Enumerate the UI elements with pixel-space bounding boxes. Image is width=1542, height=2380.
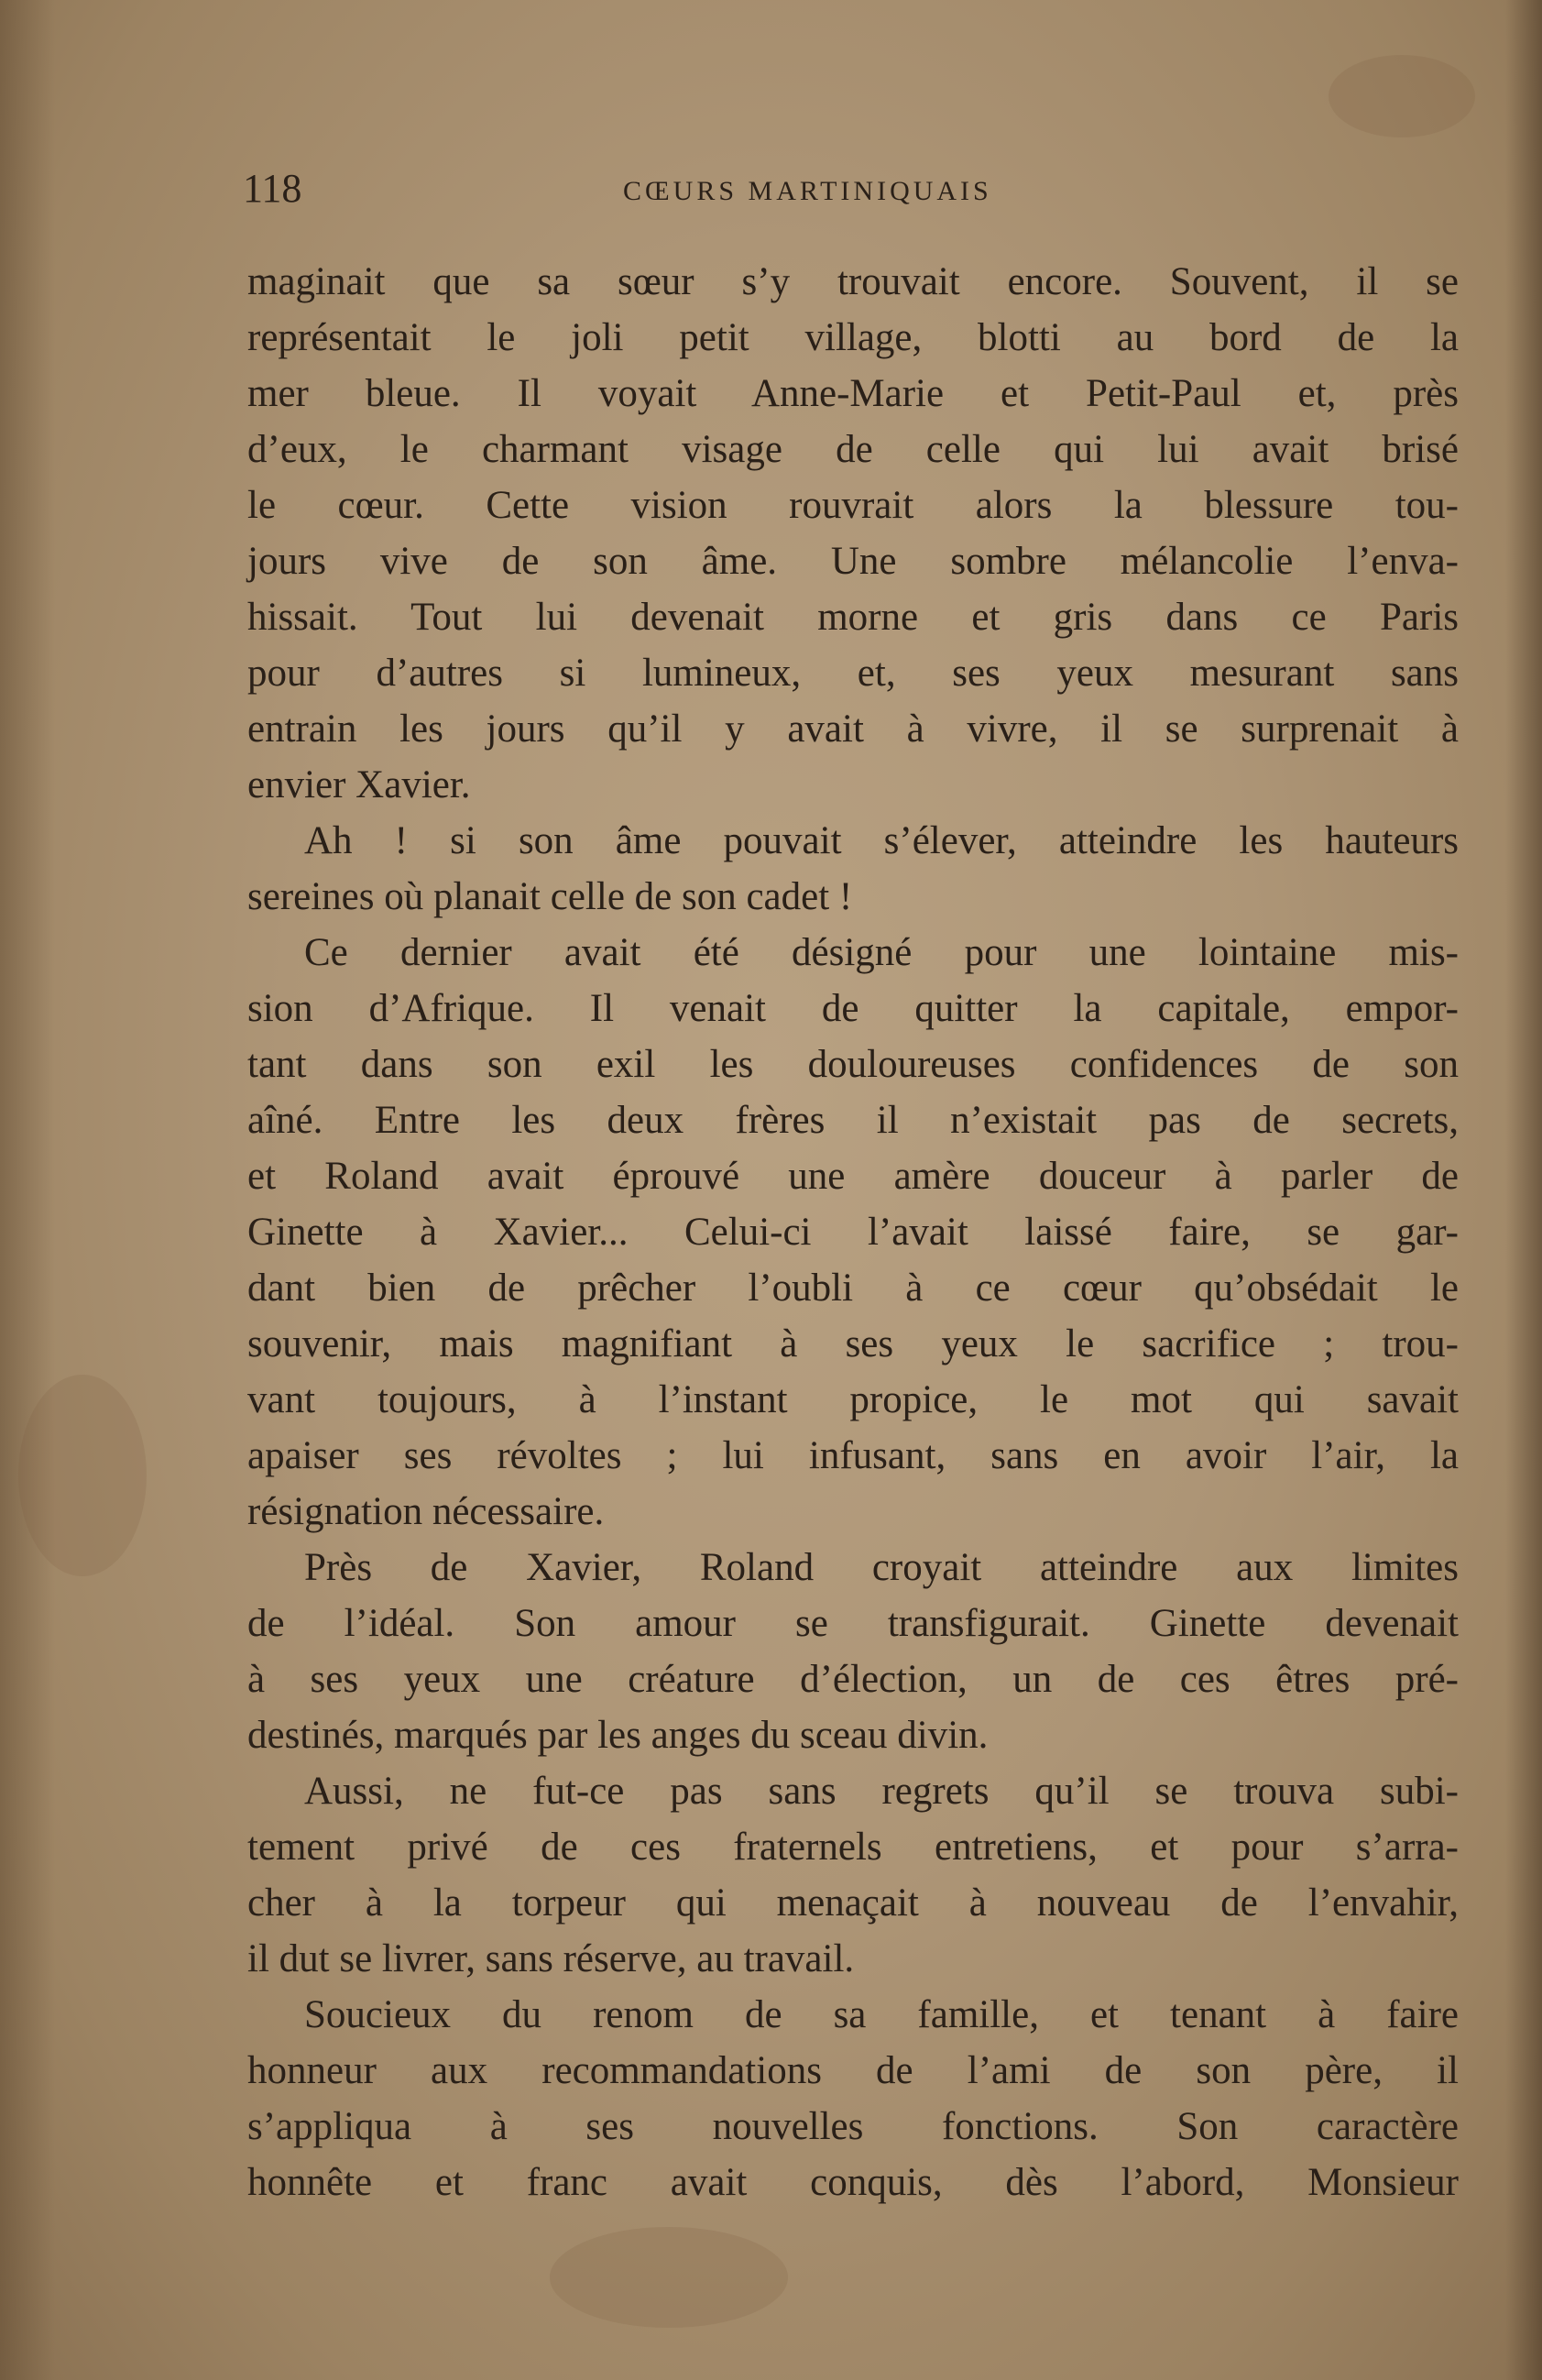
text-line: hissait. Tout lui devenait morne et gris dans ce Paris	[247, 596, 1459, 639]
page-edge-shadow-left	[0, 0, 55, 2380]
text-line: apaiser ses révoltes ; lui infusant, sans en avoir l’air, la	[247, 1434, 1459, 1477]
text-line: le cœur. Cette vision rouvrait alors la blessure tou-	[247, 484, 1459, 527]
text-line: sion d’Afrique. Il venait de quitter la capitale, empor-	[247, 987, 1459, 1030]
page-header	[243, 165, 1461, 220]
text-line: Ah ! si son âme pouvait s’élever, atteindre les hauteurs	[304, 819, 1459, 862]
text-line: de l’idéal. Son amour se transfigurait. Ginette devenait	[247, 1602, 1459, 1645]
text-line: destinés, marqués par les anges du sceau divin.	[247, 1714, 989, 1757]
text-line: s’appliqua à ses nouvelles fonctions. Son caractère	[247, 2105, 1459, 2148]
text-line: Ce dernier avait été désigné pour une lointaine mis-	[304, 931, 1459, 974]
text-line: souvenir, mais magnifiant à ses yeux le sacrifice ; trou-	[247, 1322, 1459, 1365]
text-line: dant bien de prêcher l’oubli à ce cœur qu’obsédait le	[247, 1267, 1459, 1310]
text-line: pour d’autres si lumineux, et, ses yeux mesurant sans	[247, 652, 1459, 695]
text-line: envier Xavier.	[247, 763, 471, 806]
text-line: entrain les jours qu’il y avait à vivre, il se surprenait à	[247, 707, 1459, 751]
text-line: sereines où planait celle de son cadet !	[247, 875, 853, 918]
body-text	[247, 254, 1459, 2210]
text-line: Ginette à Xavier... Celui-ci l’avait laissé faire, se gar-	[247, 1211, 1459, 1254]
text-line: Près de Xavier, Roland croyait atteindre aux limites	[304, 1546, 1459, 1589]
paper-stain	[1329, 55, 1475, 137]
text-line: résignation nécessaire.	[247, 1490, 605, 1533]
text-line: tement privé de ces fraternels entretiens, et pour s’arra-	[247, 1826, 1459, 1869]
text-line: tant dans son exil les douloureuses confidences de son	[247, 1043, 1459, 1086]
text-line: vant toujours, à l’instant propice, le mot qui savait	[247, 1378, 1459, 1421]
text-line: honnête et franc avait conquis, dès l’abord, Monsieur	[247, 2161, 1459, 2204]
text-line: représentait le joli petit village, blotti au bord de la	[247, 316, 1459, 359]
running-title: CŒURS MARTINIQUAIS	[623, 176, 992, 206]
text-line: cher à la torpeur qui menaçait à nouveau de l’envahir,	[247, 1881, 1459, 1925]
text-line: Soucieux du renom de sa famille, et tenant à faire	[304, 1993, 1459, 2036]
text-line: jours vive de son âme. Une sombre mélancolie l’enva-	[247, 540, 1459, 583]
text-line: d’eux, le charmant visage de celle qui lui avait brisé	[247, 428, 1459, 471]
text-line: à ses yeux une créature d’élection, un de ces êtres pré-	[247, 1658, 1459, 1701]
page-edge-shadow-right	[1505, 0, 1542, 2380]
text-line: il dut se livrer, sans réserve, au travail.	[247, 1937, 855, 1980]
text-line: mer bleue. Il voyait Anne-Marie et Petit-Paul et, près	[247, 372, 1459, 415]
text-line: aîné. Entre les deux frères il n’existait pas de secrets,	[247, 1099, 1459, 1142]
text-line: et Roland avait éprouvé une amère douceur à parler de	[247, 1155, 1459, 1198]
text-line: honneur aux recommandations de l’ami de son père, il	[247, 2049, 1459, 2092]
text-line: maginait que sa sœur s’y trouvait encore. Souvent, il se	[247, 260, 1459, 303]
page-number: 118	[243, 166, 302, 211]
text-line: Aussi, ne fut-ce pas sans regrets qu’il se trouva subi-	[304, 1770, 1459, 1813]
paper-stain	[18, 1375, 147, 1576]
paper-stain	[550, 2227, 788, 2328]
